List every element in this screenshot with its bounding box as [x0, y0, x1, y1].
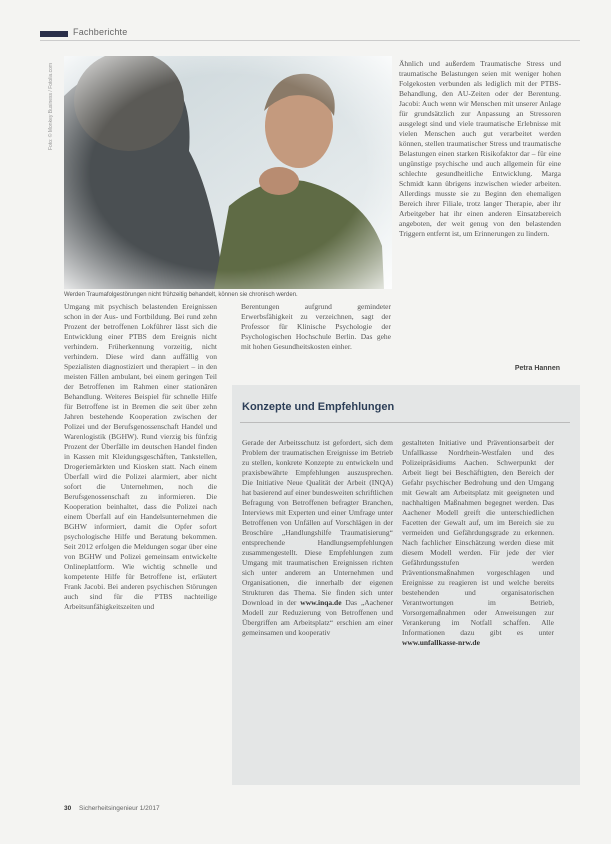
article-column-3: [399, 59, 561, 365]
article-photo: [64, 56, 392, 289]
photo-credit: Foto: © Monkey Business / Fotolia.com: [48, 62, 54, 150]
info-box-text: Gerade der Arbeitsschutz ist gefordert, sich dem Problem der traumatischen Ereignisse im Betrieb zu stellen, konkrete Konzepte zu entwickeln und praxisbewährte Empfehlungen auszusprechen. Die Initiative Neue Qualität der Arbeit (INQA) hat basierend auf einer bundesweiten schriftlichen Befragung von Betroffenen befragter Branchen, Interviews mit Experten und einer Umfrage unter Betroffenen von Unfällen auf Vorschlägen in der Broschüre „Handlungshilfe Traumatisierung“ entsprechende Handlungsempfehlungen zusammengestellt. Diese Empfehlungen zum Umgang mit traumatischen Ereignissen richten sich unter anderem an Unternehmen und Organisationen, die innerhalb der eigenen Strukturen das Thema. Sie finden sich unter Download in der: [242, 438, 393, 607]
info-box-column-1: [242, 438, 393, 778]
header-rule: [40, 40, 580, 41]
article-column-2: [241, 302, 391, 372]
info-box-text: gestalteten Initiative und Präventionsarbeit der Unfallkasse Nordrhein-Westfalen und des Polizeipräsidiums Aachen. Schwerpunkt der Arbeit liegt bei Beschäftigten, den Bereich der Gefahr psychischer Bedrohung und den Umgang mit Gewalt am Arbeitsplatz mit geeigneten und nachhaltigen Maßnahmen begegnet werden. Das Aachener Modell greift die unterschiedlichen Facetten der Gewalt auf, um im Bereich sie zu vermeiden und Gefährdungsgrade zu erkennen. Nach fachlicher Einschätzung werden diese mit diesem Modell werden. Für jede der vier Gefährdungsstufen werden Präventionsmaßnahmen vorgeschlagen und Ereignisse zu reagieren ist und welche bereits bestehenden und organisatorischen Verantwortungen im Betrieb, Vorsorgemaßnahmen oder Anweisungen zur Verankerung im Notfall schaffen. Alle Informationen dazu gibt es unter: [402, 438, 554, 637]
article-text: Ähnlich und außerdem Traumatische Stress und traumatische Belastungen seien mit weniger hohen Folgekosten verbunden als lediglich mit der PTBS-Behandlung, den AU-Zeiten oder der Berentung. Jacobi: Auch wenn wir Menschen mit unserer Anlage für grundsätzlich zur Anpassung an Stressoren ausgelegt sind und viele traumatische Erlebnisse mit vielen Menschen auch gut verarbeitet werden können, stellen traumatischer Stress und traumatische Belastungen einen starken Risikofaktor dar – für eine ungünstige psychische und auch allgemein für eine schlechte gesundheitliche Entwicklung. Marga Schmidt kann übrigens inzwischen wieder arbeiten. Allerdings musste sie zu Beginn den ehemaligen Bereich ihrer Filiale, trotz langer Therapie, aber ihr Arbeitgeber hat ihr einen anderen Einsatzbereich angeboten, der weit genug von den belastenden Triggern entfernt ist, um Erinnerungen zu lindern.: [399, 59, 561, 238]
article-text: Berentungen aufgrund gemindeter Erwerbsfähigkeit zu verzeichnen, sagt der Professor für Klinische Psychologie der Psychologischen Hochschule Berlin. Das gehe mit hohen Gesundheitskosten einher.: [241, 302, 391, 351]
page-number: 30: [64, 805, 72, 812]
info-box-rule: [240, 422, 570, 423]
article-text: Umgang mit psychisch belastenden Ereignissen schon in der Aus- und Fortbildung. Bei rund zehn Prozent der betroffenen Lokführer lässt sich die Entwicklung einer PTBS dem Ereignis nicht verhindern. Früherkennung vorzeitig, nicht verhindern. Diese wird dann auffällig von Spezialisten diagnostiziert und therapiert – in den meisten Fällen ambulant, bei einem geringen Teil der Betroffenen im Rahmen einer stationären Behandlung. Weiteres Beispiel für schnelle Hilfe für Betroffene ist in Bremen die seit über zehn Jahren bestehende Kooperation zwischen der Polizei und der Berufsgenossenschaft Handel und Warenlogistik (BGHW). Rund vierzig bis fünfzig Prozent der Überfälle im deutschen Handel finden in Kassen mit Kleidungsgeschäften, Tankstellen, Drogeriemärkten und Kiosken statt. Nach einem Überfall wird die Polizei alarmiert, aber nicht sofort die Unternehmen, noch die Berufsgenossenschaft zu informieren. Die Kooperation beinhaltet, dass die Polizei nach einem Überfall auf ein Handelsunternehmen die BGHW informiert, damit die Opfer sofort psychologische Hilfe und Beratung bekommen. Seit 2012 erfolgen die Meldungen sogar über eine von BGHW und Polizei gemeinsam entwickelte Onlineplattform. Wie wichtig schnelle und kompetente Hilfe für Betroffene ist, erläutert Frank Jacobi. Bei anderen psychischen Störungen auch sind für die PTBS nachteilige Arbeitsunfähigkeitszeiten und: [64, 302, 217, 611]
info-box-column-2: [402, 438, 554, 778]
inqa-link[interactable]: www.inqa.de: [300, 598, 342, 607]
article-column-1: [64, 302, 217, 780]
info-box-text: Das „Aachener Modell zur Reduzierung von Betroffenen und Übergriffen am Arbeitsplatz“ erschien am einer gemeinsamen und kooperativ: [242, 598, 393, 637]
journal-name: Sicherheitsingenieur 1/2017: [79, 805, 160, 812]
page-footer: [64, 805, 160, 812]
info-box-title: Konzepte und Empfehlungen: [242, 401, 395, 413]
author-name: Petra Hannen: [514, 365, 560, 372]
photo-caption: Werden Traumafolgestörungen nicht frühzeitig behandelt, können sie chronisch werden.: [64, 292, 298, 298]
unfallkasse-link[interactable]: www.unfallkasse-nrw.de: [402, 638, 480, 647]
section-marker-bar: [40, 31, 68, 37]
section-title: Fachberichte: [73, 27, 128, 37]
